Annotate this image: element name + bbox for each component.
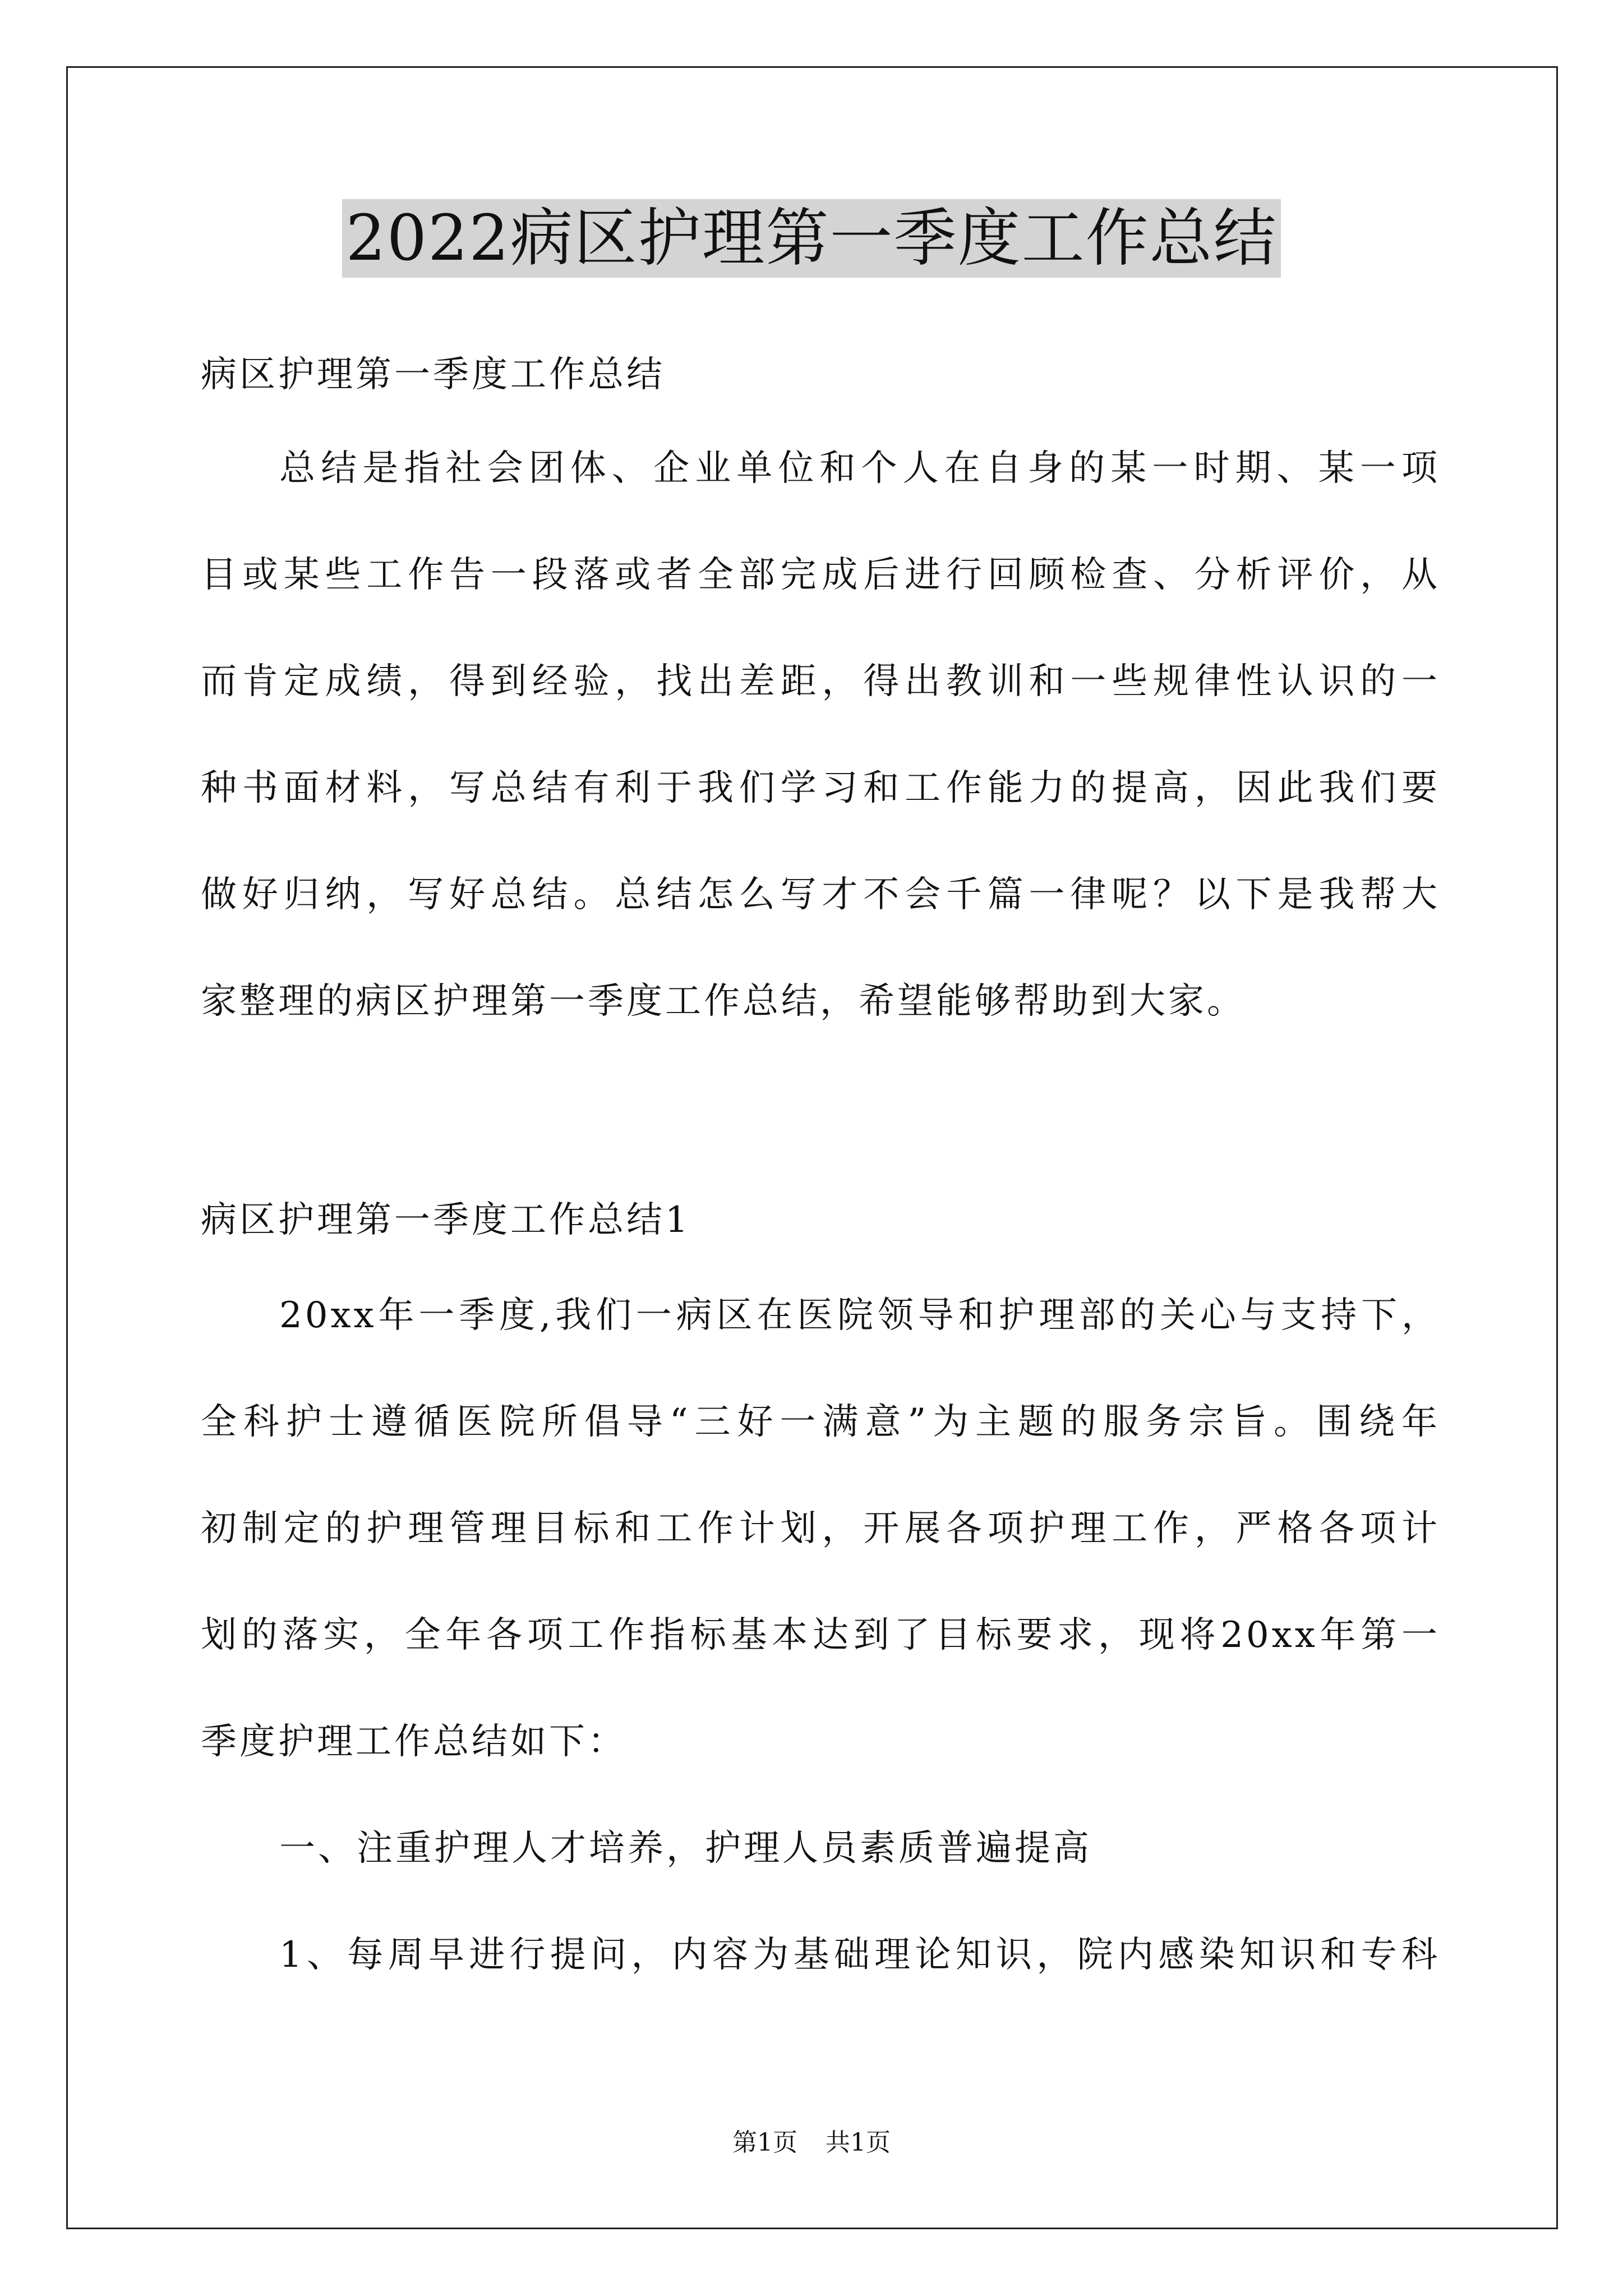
section1-line-4: 划的落实，全年各项工作指标基本达到了目标要求，现将20xx年第一 <box>201 1614 1440 1656</box>
intro-line-4: 种书面材料，写总结有利于我们学习和工作能力的提高，因此我们要 <box>201 767 1440 809</box>
page-total: 共1页 <box>826 2128 891 2157</box>
document-title: 2022病区护理第一季度工作总结 <box>342 199 1280 278</box>
title-container <box>0 199 1623 278</box>
section1-heading: 病区护理第一季度工作总结1 <box>201 1199 691 1241</box>
intro-line-6: 家整理的病区护理第一季度工作总结，希望能够帮助到大家。 <box>201 981 1246 1022</box>
intro-line-2: 目或某些工作告一段落或者全部完成后进行回顾检查、分析评价，从 <box>201 554 1440 596</box>
intro-line-3: 而肯定成绩，得到经验，找出差距，得出教训和一些规律性认识的一 <box>201 661 1440 702</box>
intro-line-5: 做好归纳，写好总结。总结怎么写才不会千篇一律呢？以下是我帮大 <box>201 874 1440 915</box>
document-subtitle: 病区护理第一季度工作总结 <box>201 354 665 395</box>
point1-item1: 1、每周早进行提问，内容为基础理论知识，院内感染知识和专科 <box>279 1934 1440 1976</box>
section1-line-1: 20xx年一季度,我们一病区在医院领导和护理部的关心与支持下， <box>279 1295 1440 1336</box>
page-number: 第1页 <box>732 2128 797 2157</box>
section1-line-3: 初制定的护理管理目标和工作计划，开展各项护理工作，严格各项计 <box>201 1508 1440 1549</box>
point1-heading: 一、注重护理人才培养，护理人员素质普遍提高 <box>279 1828 1092 1869</box>
section1-line-2: 全科护士遵循医院所倡导“三好一满意”为主题的服务宗旨。围绕年 <box>201 1401 1440 1443</box>
section1-line-5: 季度护理工作总结如下： <box>201 1721 626 1763</box>
intro-line-1: 总结是指社会团体、企业单位和个人在自身的某一时期、某一项 <box>279 448 1440 489</box>
page-footer <box>0 2127 1623 2159</box>
